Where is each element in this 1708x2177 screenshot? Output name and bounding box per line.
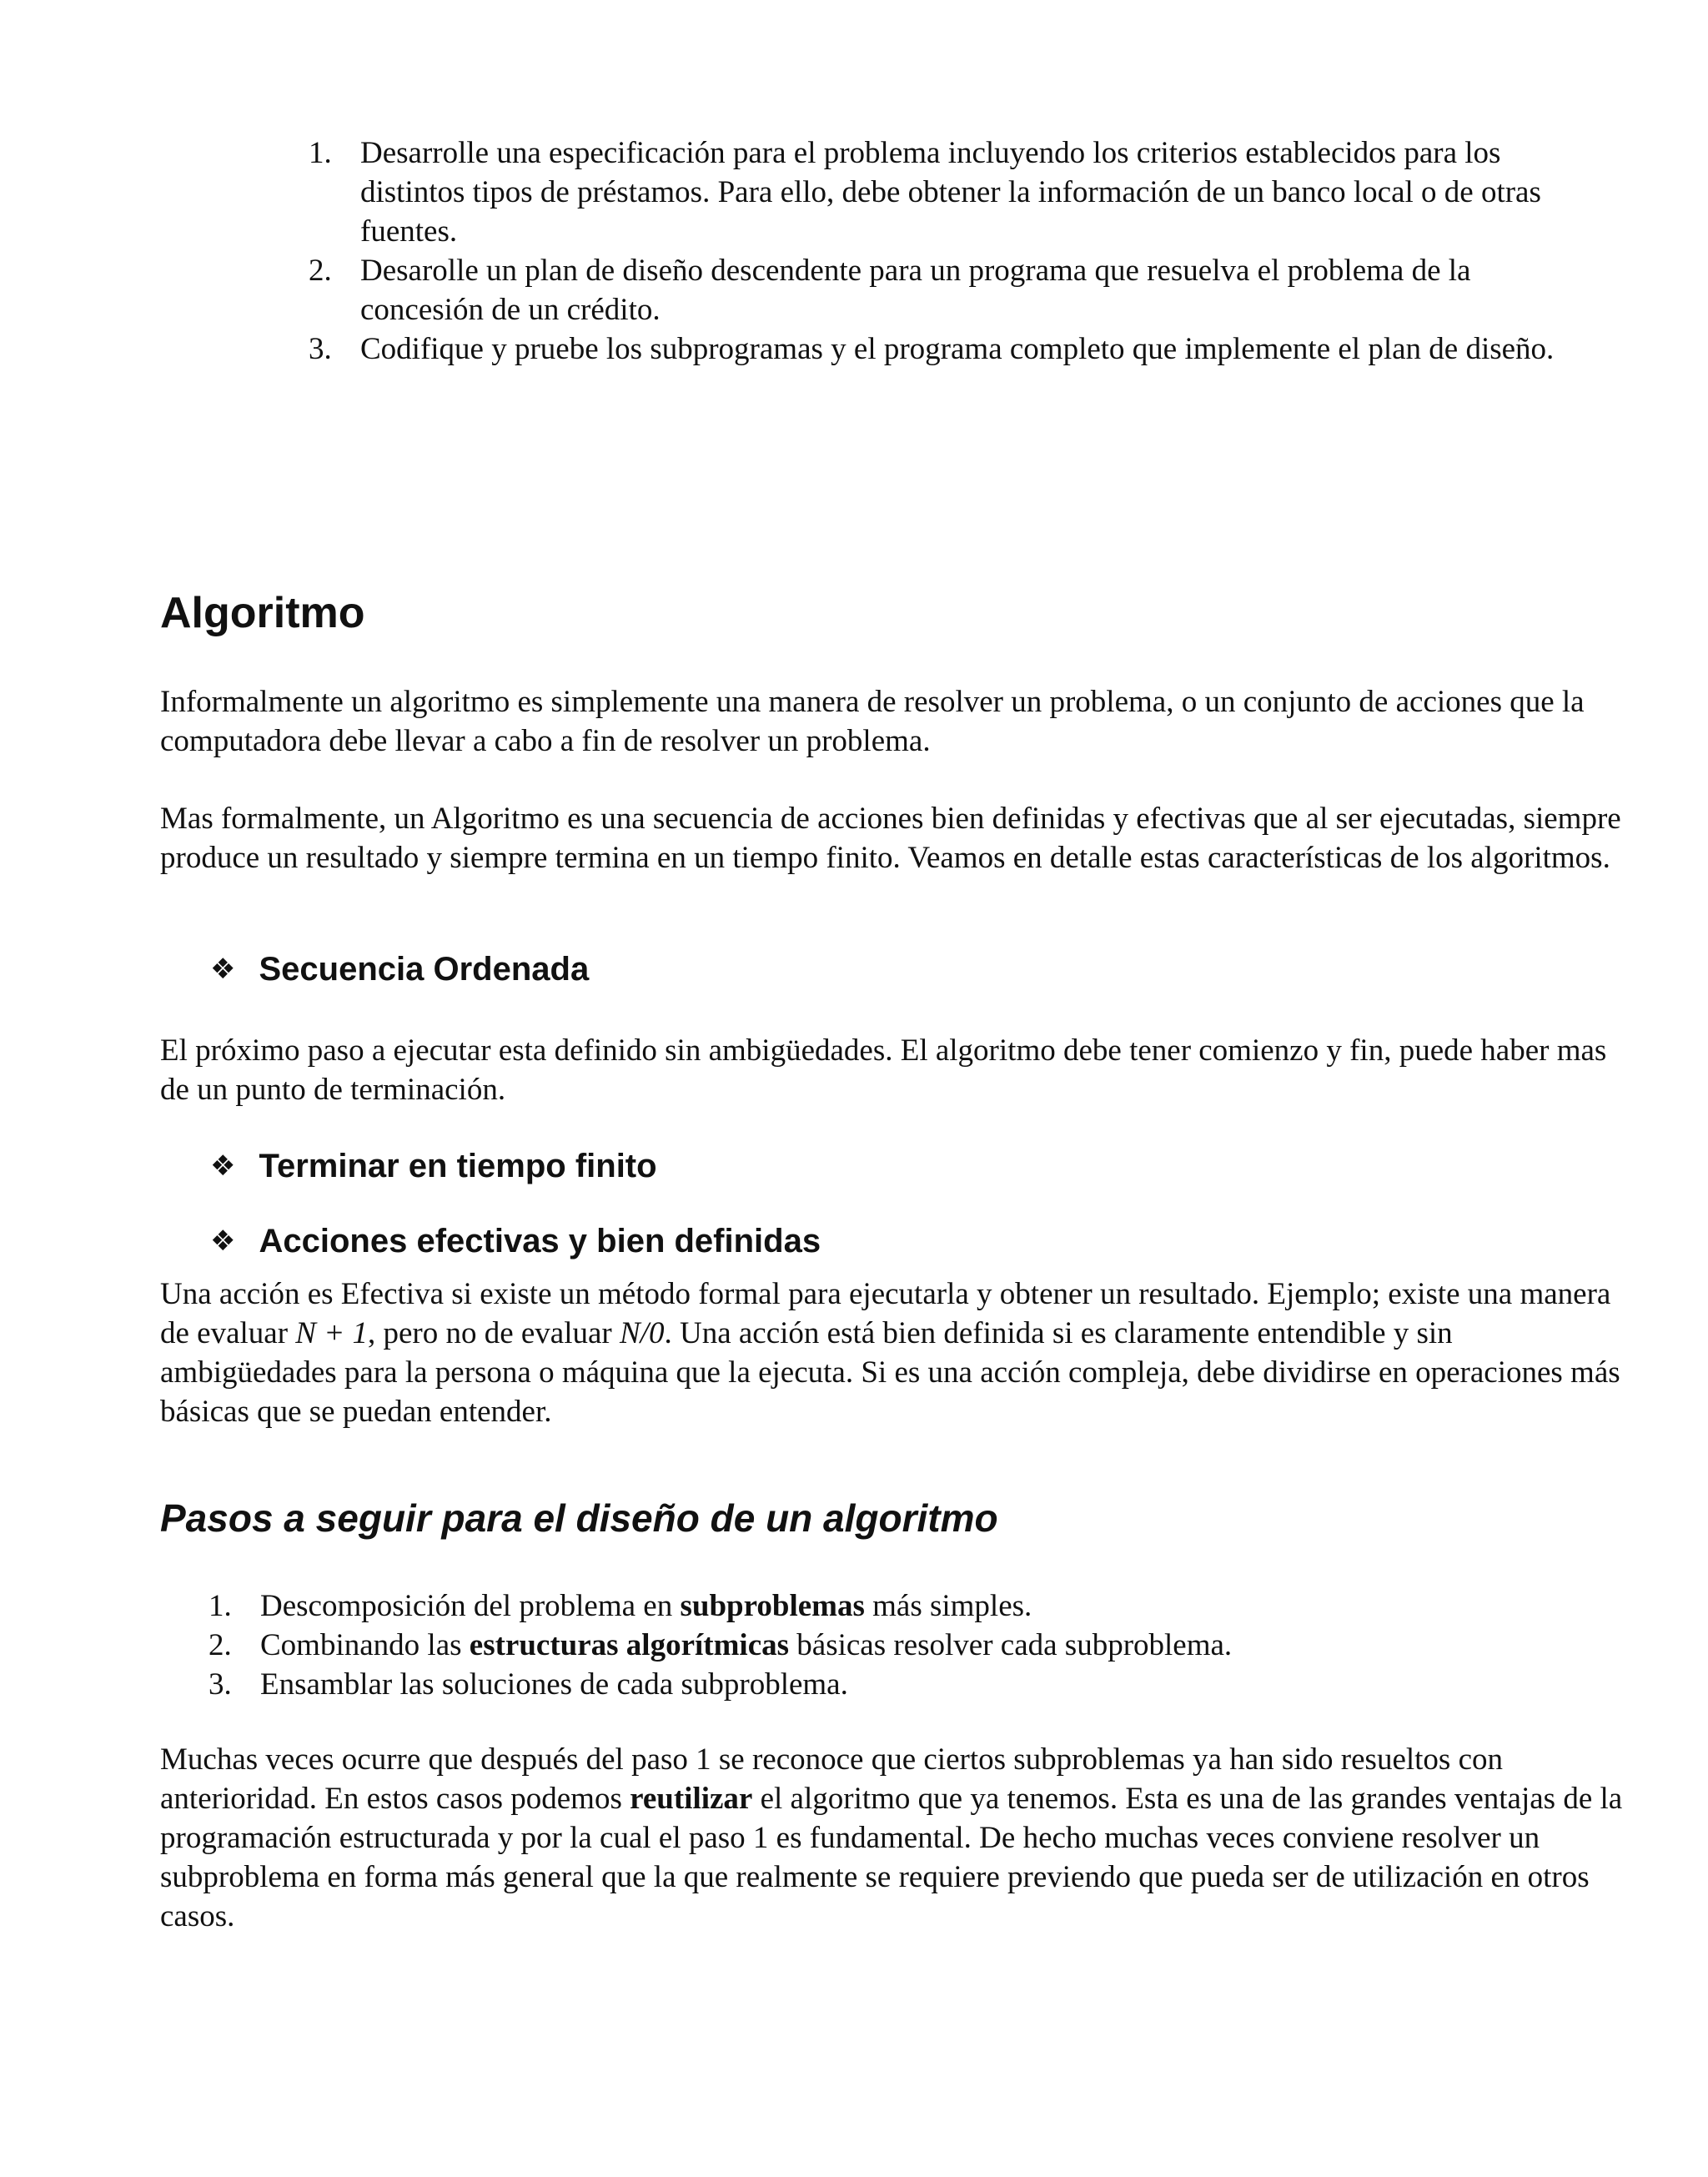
text-run: más simples.	[864, 1589, 1032, 1623]
list-number: 1.	[309, 136, 332, 170]
list-item	[309, 251, 1601, 329]
bullet-heading-secuencia	[210, 948, 589, 991]
bullet-heading-acciones	[210, 1219, 821, 1263]
list-item-text: Desarrolle una especificación para el problema incluyendo los criterios establecidos para los distintos tipos de préstamos. Para ello, debe obtener la información de un banco local o de otras fuentes.	[360, 136, 1541, 249]
paragraph-formal-definition: Mas formalmente, un Algoritmo es una secuencia de acciones bien definidas y efectivas que al ser ejecutadas, siempre produce un resultado y siempre termina en un tiempo finito. Veamos en detalle estas características de los algoritmos.	[160, 802, 1621, 875]
list-number: 1.	[208, 1589, 232, 1623]
top-numbered-list	[309, 133, 1601, 369]
bold-term: estructuras algorítmicas	[469, 1628, 790, 1662]
diamond-bullet-icon: ❖	[210, 953, 236, 986]
list-number: 3.	[208, 1667, 232, 1702]
text-run: Descomposición del problema en	[260, 1589, 681, 1623]
list-item-text: Codifique y pruebe los subprogramas y el programa completo que implemente el plan de diseño.	[360, 332, 1555, 366]
math-expression: N/0	[620, 1316, 665, 1350]
text-run: Combinando las	[260, 1628, 470, 1662]
bullet-heading-text: Acciones efectivas y bien definidas	[259, 1223, 821, 1259]
list-item	[208, 1665, 1585, 1704]
list-item	[208, 1626, 1585, 1665]
section-heading-pasos: Pasos a seguir para el diseño de un algoritmo	[160, 1496, 998, 1540]
text-run: Muchas veces ocurre que después del paso 1 se reconoce que ciertos subproblemas ya han sido resueltos con anterioridad. En estos casos podemos	[160, 1742, 1504, 1816]
paragraph-acciones	[160, 1275, 1628, 1431]
bullet-heading-text: Secuencia Ordenada	[259, 951, 590, 988]
bullet-heading-text: Terminar en tiempo finito	[259, 1148, 657, 1184]
bold-term: reutilizar	[630, 1782, 753, 1816]
paragraph-reutilizar	[160, 1740, 1628, 1936]
list-item	[208, 1586, 1585, 1626]
bullet-heading-terminar	[210, 1144, 657, 1188]
steps-numbered-list	[208, 1586, 1585, 1704]
list-number: 2.	[309, 254, 332, 288]
text-run: Ensamblar las soluciones de cada subproblema.	[260, 1667, 848, 1702]
list-number: 3.	[309, 332, 332, 366]
list-number: 2.	[208, 1628, 232, 1662]
diamond-bullet-icon: ❖	[210, 1224, 236, 1258]
text-run: Una acción es Efectiva si existe un método formal para ejecutarla y obtener un resultado. Ejemplo; existe una manera de evaluar	[160, 1277, 1611, 1350]
paragraph-secuencia: El próximo paso a ejecutar esta definido sin ambigüedades. El algoritmo debe tener comienzo y fin, puede haber mas de un punto de terminación.	[160, 1033, 1607, 1107]
list-item-text: Desarolle un plan de diseño descendente para un programa que resuelva el problema de la concesión de un crédito.	[360, 254, 1471, 327]
list-item	[309, 133, 1601, 251]
text-run: . Una acción está bien definida si es claramente entendible y sin ambigüedades para la persona o máquina que la ejecuta. Si es una acción compleja, debe dividirse en operaciones más básicas que se puedan entender.	[160, 1316, 1620, 1429]
bold-term: subproblemas	[680, 1589, 865, 1623]
list-item	[309, 329, 1601, 369]
text-run: , pero no de evaluar	[367, 1316, 620, 1350]
text-run: el algoritmo que ya tenemos. Esta es una de las grandes ventajas de la programación estructurada y por la cual el paso 1 es fundamental. De hecho muchas veces conviene resolver un subproblema en forma más general que la que realmente se requiere previendo que pueda ser de utilización en otros casos.	[160, 1782, 1623, 1933]
text-run: básicas resolver cada subproblema.	[789, 1628, 1233, 1662]
diamond-bullet-icon: ❖	[210, 1149, 236, 1183]
paragraph-informal-definition: Informalmente un algoritmo es simplemente una manera de resolver un problema, o un conjunto de acciones que la computadora debe llevar a cabo a fin de resolver un problema.	[160, 685, 1585, 758]
math-expression: N + 1	[295, 1316, 368, 1350]
section-heading-algoritmo: Algoritmo	[160, 589, 365, 637]
